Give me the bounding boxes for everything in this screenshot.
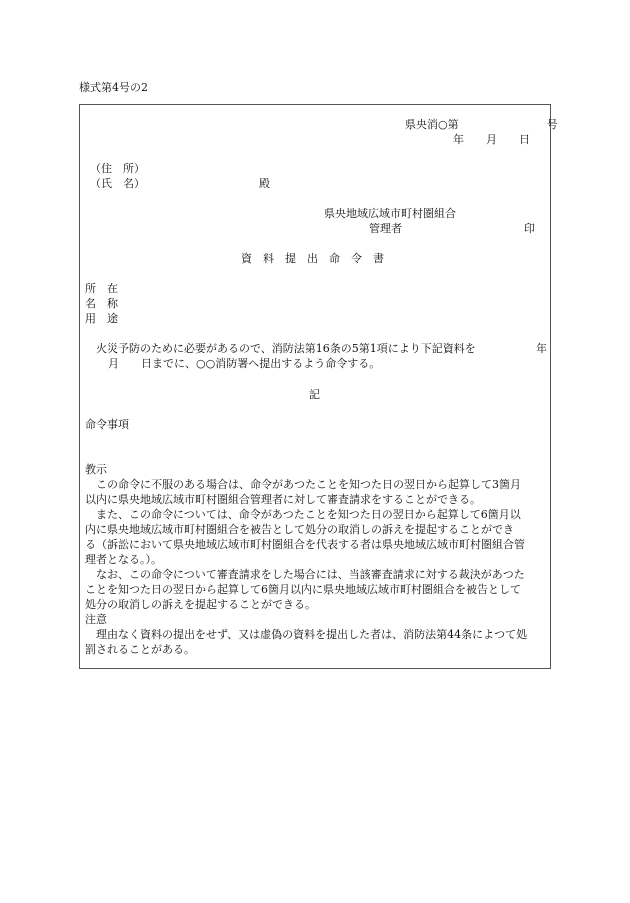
instruction-line: この命令に不服のある場合は、命令があつたことを知つた日の翌日から起算して3箇月 — [85, 478, 521, 491]
order-deadline-year: 年 — [536, 342, 547, 355]
issue-date: 年 月 日 — [453, 133, 530, 146]
form-label: 様式第4号の2 — [79, 81, 148, 94]
address-label: （住 所） — [90, 162, 145, 175]
building-name-label: 名 称 — [85, 297, 118, 310]
instruction-line: ことを知つた日の翌日から起算して6箇月以内に県央地域広域市町村圏組合を被告として — [85, 583, 521, 596]
location-label: 所 在 — [85, 282, 118, 295]
caution-heading: 注意 — [85, 613, 107, 626]
instruction-heading: 教示 — [85, 463, 107, 476]
instruction-line: 理者となる。）。 — [85, 553, 162, 566]
name-label: （氏 名） — [90, 177, 145, 190]
instruction-line: 以内に県央地域広域市町村圏組合管理者に対して審査請求をすることができる。 — [85, 493, 481, 506]
document-title: 資 料 提 出 命 令 書 — [241, 252, 384, 265]
order-text-line2: 月 日までに、○○消防署へ提出するよう命令する。 — [108, 357, 381, 370]
instruction-line: る（訴訟において県央地域広域市町村圏組合を代表する者は県央地域広域市町村圏組合管 — [85, 538, 525, 551]
order-items-label: 命令事項 — [85, 418, 129, 431]
instruction-line: また、この命令については、命令があつたことを知つた日の翌日から起算して6箇月以 — [85, 508, 521, 521]
caution-line: 罰されることがある。 — [85, 643, 195, 656]
issuer-title: 管理者 — [369, 222, 402, 235]
caution-line: 理由なく資料の提出をせず、又は虚偽の資料を提出した者は、消防法第44条によつて処 — [85, 628, 528, 641]
honorific: 殿 — [259, 177, 270, 190]
instruction-line: 処分の取消しの訴えを提起することができる。 — [85, 598, 316, 611]
instruction-line: なお、この命令について審査請求をした場合には、当該審査請求に対する裁決があつた — [85, 568, 525, 581]
instruction-line: 内に県央地域広域市町村圏組合を被告として処分の取消しの訴えを提起することができ — [85, 523, 514, 536]
doc-number: 県央消○第 号 — [405, 118, 558, 131]
order-text-line1: 火災予防のために必要があるので、消防法第16条の5第1項により下記資料を — [96, 342, 476, 355]
use-label: 用 途 — [85, 312, 118, 325]
issuer-org: 県央地域広域市町村圏組合 — [324, 207, 456, 220]
ki-heading: 記 — [309, 388, 320, 401]
seal-mark: 印 — [524, 222, 535, 235]
